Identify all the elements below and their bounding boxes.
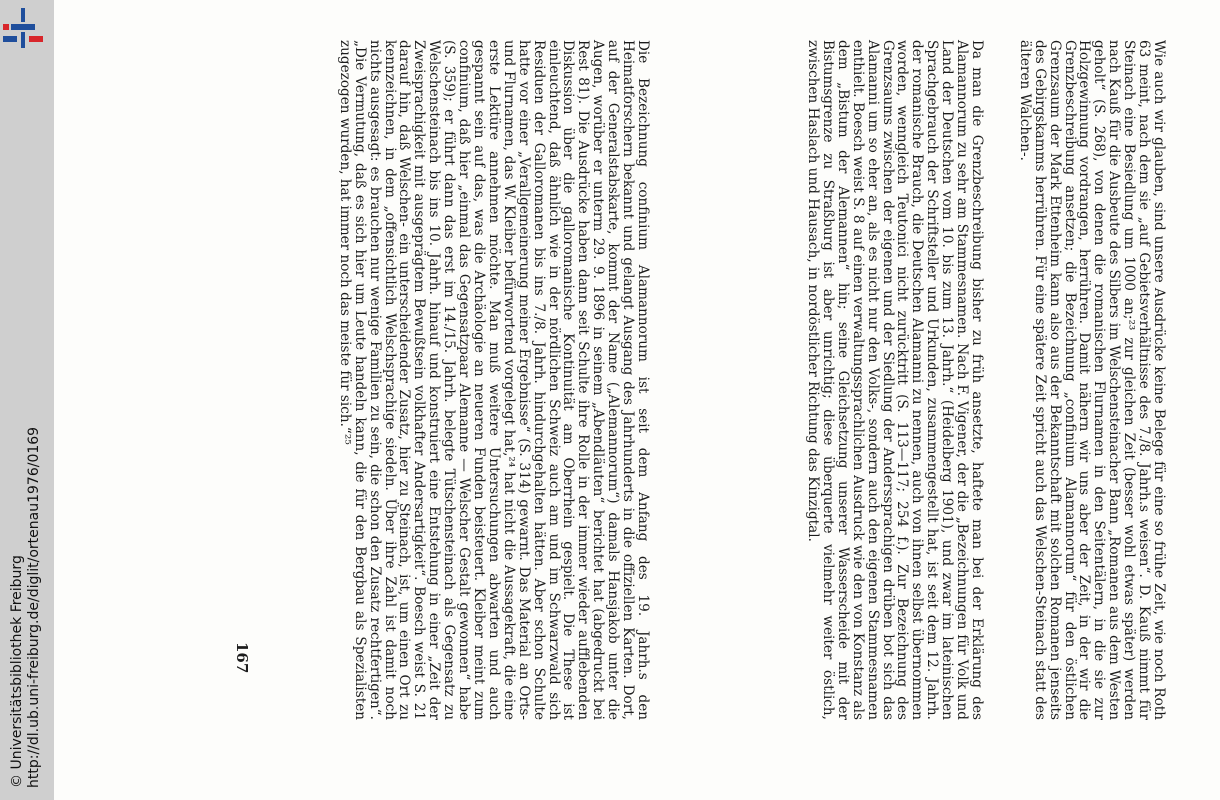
scanned-page <box>54 0 1220 800</box>
paragraph-2: Da man die Grenzbeschreibung bisher zu früh ansetzte, haftete man bei der Erklärung des Alamannorum zu sehr am Stammesnamen. Nach F. Vigener, der die „Bezeichnungen für Volk und Land der Deutschen vom 10. bis zum 13. Jahrh.“ (Heidelberg 1901), und zwar im lateinischen Sprachgebrauch der Schriftsteller und Urkunden, zusammengestellt hat, ist seit dem 12. Jahrh. der romanische Brauch, die Deutschen Alamanni zu nennen, auch von ihnen selbst übernommen worden, wenngleich Teutonici nicht zurücktritt (S. 113—117; 254 f.). Zur Bezeichnung des Grenzsaums zwischen der eigenen und der Siedlung der Anderssprachigen drüben bot sich das Alamanni um so eher an, als es nicht nur den Volks-, sondern auch den eigenen Stammesnamen enthielt. Boesch weist S. 8 auf einen verwaltungssprachlichen Ausdruck wie den von Konstanz als dem „Bistum der Alemannen“ hin; seine Gleichsetzung unserer Wasserscheide mit der Bistumsgrenze zu Straßburg ist aber unrichtig; diese überquerte vielmehr weiter östlich, zwischen Haslach und Hausach, in nordöstlicher Richtung das Kinzigtal. <box>805 40 985 720</box>
paragraph-3: Die Bezeichnung confinium Alamannorum ist seit dem Anfang des 19. Jahrh.s den Heimatforschern bekannt und gelangt Ausgang des Jahrhunderts in die offiziellen Karten. Dort, auf der Generalstabskarte, kommt der Name („Alemannorum“) damals Hansjakob unter die Augen, worüber er unterm 29. 9. 1896 in seinem „Abendläuten“ berichtet hat (abgedruckt bei Rest 81). Die Ausdrücke haben dann seit Schulte ihre Rolle in der immer wieder aufflebenden Diskussion über die galloromanische Kontinuität am Oberrhein gespielt. Die These ist einleuchtend, daß ähnlich wie in der nördlichen Schweiz auch am und im Schwarzwald sich Residuen der Galloromanen bis ins 7./8. Jahrh. hindurchgehalten hätten. Aber schon Schulte hatte vor einer „Verallgemeinerung meiner Ergebnisse“ (S. 314) gewarnt. Das Material an Orts- und Flurnamen, das W. Kleiber befürwortend vorgelegt hat,²⁴ hat nicht die Aussagekraft, die eine erste Lektüre annehmen möchte. Man muß weitere Untersuchungen abwarten und auch gespannt sein auf das, was die Archäologie an neueren Funden beisteuert. Kleiber meint zum confinium, daß hier „einmal das Gegensatzpaar Alemanne — Welscher Gestalt gewonnen“ habe (S. 359); er führt dann das erst im 14./15. Jahrh. belegte Tütschensteinach als Gegensatz zu Welschensteinach bis ins 10. Jahrh. hinauf und konstruiert eine Entstehung in einer „Zeit der Zweisprachigkeit mit ausgeprägtem Bewußtsein volkhafter Andersartigkeit“. Boesch weist S. 21 darauf hin, daß Welschen- ein unterscheidender Zusatz, hier zu Steinach, ist, um einen Ort zu kennzeichnen, in dem „offensichtlich Welschsprachige siedeln. Über ihre Zahl ist damit noch nichts ausgesagt: es brauchen nur wenige Familien zu sein, die schon den Zusatz rechtfertigen“. „Die Vermutung, daß es sich hier um Leute handeln kann, die für den Bergbau als Spezialisten zugezogen wurden, hat immer noch das meiste für sich.“²⁵ <box>336 40 651 720</box>
paragraph-1: Wie auch wir glauben, sind unsere Ausdrücke keine Belege für eine so frühe Zeit, wie noch Roth 63 meint, nach dem sie „auf Gebietsverhältnisse des 7./8. Jahrh.s weisen“. D. Kauß nimmt für Steinach eine Besiedlung um 1000 an;²³ zur gleichen Zeit (besser wohl etwas später) werden nach Kauß für die Ausbeute des Silbers im Welschensteinacher Bann „Romanen aus dem Westen geholt“ (S. 268), von denen die romanischen Flurnamen in den Seitentälern, in die sie zur Holzgewinnung vordrangen, herrühren. Damit nähern wir uns aber der Zeit, in der wir die Grenzbeschreibung ansetzen; die Bezeichnung „confinium Alamannorum“ für den östlichen Grenzsaum der Mark Ettenheim kann also aus der Bekanntschaft mit solchen Romanen jenseits des Gebirgskamms herrühren. Für eine spätere Zeit spricht auch das Welschen-Steinach statt des älteren Walchen-. <box>1016 40 1167 720</box>
document-url[interactable]: http://dl.ub.uni-freiburg.de/diglit/ortenau1976/0169 <box>26 426 42 788</box>
page-number: 167 <box>233 642 251 674</box>
sidebar-strip <box>0 0 54 800</box>
ub-freiburg-logo <box>3 8 43 48</box>
rotated-text-block <box>86 40 1166 740</box>
copyright-notice: © Universitätsbibliothek Freiburg <box>9 555 25 788</box>
